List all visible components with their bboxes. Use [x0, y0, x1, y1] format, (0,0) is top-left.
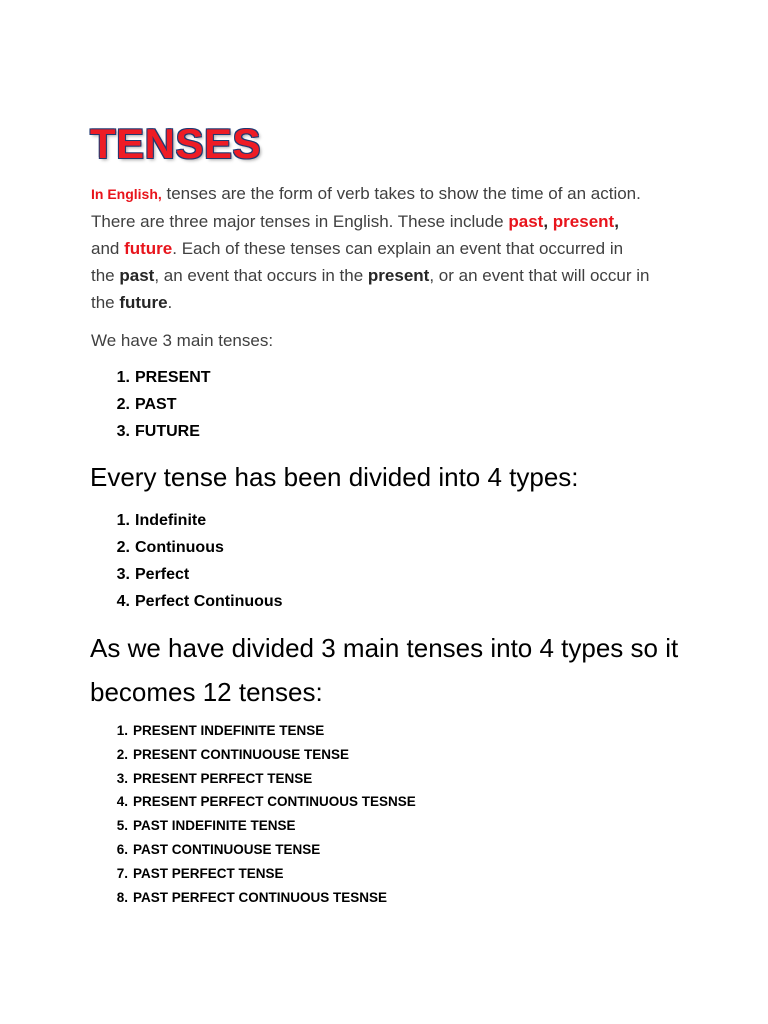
- list-item-text: PRESENT: [135, 369, 211, 386]
- list-item-text: FUTURE: [135, 423, 200, 440]
- list-item-text: Perfect: [135, 566, 190, 583]
- list-number: 2.: [116, 396, 130, 413]
- intro-text: tenses are the form of verb takes to show the time of an action. There are three major tenses in English. These include: [91, 184, 641, 231]
- list-item-text: PAST PERFECT TENSE: [133, 865, 284, 881]
- list-item: [108, 814, 416, 838]
- list-item-text: PAST INDEFINITE TENSE: [133, 818, 296, 834]
- list-item: [108, 767, 416, 791]
- list-number: 3.: [116, 770, 128, 786]
- list-item-text: Perfect Continuous: [135, 593, 283, 610]
- twelve-tenses-heading: As we have divided 3 main tenses into 4 types so it becomes 12 tenses:: [90, 633, 679, 707]
- list-item-text: PRESENT PERFECT CONTINUOUS TESNSE: [133, 794, 416, 810]
- intro-text: . Each of these tenses can explain an event that occurred in the: [91, 239, 624, 285]
- twelve-tenses-list: [108, 719, 416, 909]
- list-number: 4.: [116, 593, 130, 610]
- main-tenses-list: [108, 364, 211, 445]
- keyword-present-bold: present: [367, 266, 430, 285]
- list-number: 6.: [116, 841, 128, 857]
- page-title: TENSES: [90, 120, 262, 167]
- list-item-text: PRESENT PERFECT TENSE: [133, 770, 313, 786]
- intro-paragraph: [91, 180, 651, 316]
- main-tenses-note: We have 3 main tenses:: [91, 331, 274, 350]
- list-number: 4.: [116, 794, 128, 810]
- list-item-text: Continuous: [135, 539, 224, 556]
- list-number: 2.: [116, 539, 130, 556]
- list-item: [108, 588, 283, 615]
- list-number: 8.: [116, 889, 128, 905]
- list-item: [108, 886, 416, 910]
- list-number: 1.: [116, 369, 130, 386]
- list-item-text: PAST: [135, 396, 177, 413]
- intro-text: and: [91, 239, 125, 258]
- intro-text: .: [167, 293, 173, 312]
- list-number: 1.: [116, 512, 130, 529]
- intro-lead: In English,: [91, 186, 162, 202]
- list-number: 7.: [116, 865, 128, 881]
- list-item: [108, 862, 416, 886]
- intro-text: , or an event that will occur in the: [91, 266, 650, 312]
- list-item: [108, 743, 416, 767]
- keyword-past: past: [508, 212, 544, 231]
- list-item: [108, 507, 283, 534]
- list-item-text: Indefinite: [135, 512, 207, 529]
- list-number: 1.: [116, 723, 128, 738]
- tense-types-list: [108, 507, 283, 615]
- list-number: 3.: [116, 566, 130, 583]
- list-item-text: PAST PERFECT CONTINUOUS TESNSE: [133, 889, 388, 905]
- list-item: [108, 418, 211, 445]
- list-item: [108, 790, 416, 814]
- intro-comma: ,: [614, 212, 619, 231]
- list-item: [108, 364, 211, 391]
- intro-text: , an event that occurs in the: [154, 266, 368, 285]
- list-item-text: PRESENT INDEFINITE TENSE: [133, 723, 325, 738]
- list-item: [108, 534, 283, 561]
- types-heading: Every tense has been divided into 4 types:: [90, 462, 579, 492]
- intro-comma: ,: [543, 212, 549, 231]
- list-number: 3.: [116, 423, 130, 440]
- list-number: 5.: [116, 818, 128, 834]
- keyword-present: present: [552, 212, 615, 231]
- keyword-future: future: [124, 239, 173, 258]
- list-item: [108, 561, 283, 588]
- list-number: 2.: [116, 746, 128, 762]
- keyword-future-bold: future: [119, 293, 168, 312]
- list-item: [108, 391, 211, 418]
- list-item-text: PRESENT CONTINUOUSE TENSE: [133, 746, 350, 762]
- list-item: [108, 719, 416, 743]
- list-item-text: PAST CONTINUOUSE TENSE: [133, 841, 321, 857]
- keyword-past-bold: past: [119, 266, 155, 285]
- list-item: [108, 838, 416, 862]
